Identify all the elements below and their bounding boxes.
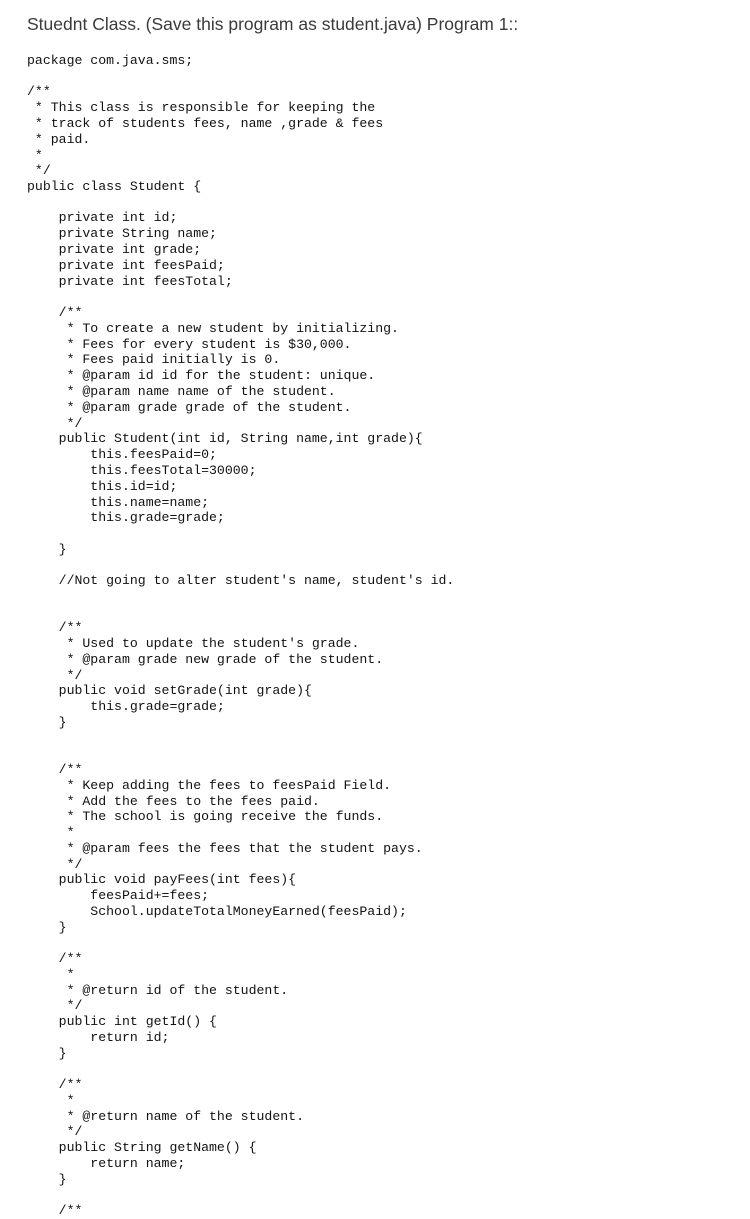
code-line: this.feesTotal=30000; (27, 463, 257, 478)
code-line: return name; (27, 1156, 186, 1171)
code-line: public int getId() { (27, 1014, 217, 1029)
code-line: * Fees for every student is $30,000. (27, 337, 352, 352)
code-line: public String getName() { (27, 1140, 257, 1155)
code-line: this.grade=grade; (27, 699, 225, 714)
code-line: */ (27, 857, 83, 872)
code-line: feesPaid+=fees; (27, 888, 210, 903)
code-line: this.id=id; (27, 479, 178, 494)
code-line: * paid. (27, 132, 91, 147)
code-line: * @param fees the fees that the student pays. (27, 841, 423, 856)
code-line: /** (27, 762, 83, 777)
code-line: } (27, 920, 67, 935)
code-line: * Add the fees to the fees paid. (27, 794, 320, 809)
code-line: */ (27, 1124, 83, 1139)
code-line: * (27, 1093, 75, 1108)
code-line: private int id; (27, 210, 178, 225)
code-line: private String name; (27, 226, 217, 241)
code-line: private int grade; (27, 242, 202, 257)
code-line: * This class is responsible for keeping the (27, 100, 376, 115)
code-line: private int feesPaid; (27, 258, 225, 273)
code-line: * @param id id for the student: unique. (27, 368, 376, 383)
code-line: package com.java.sms; (27, 53, 194, 68)
code-line: */ (27, 163, 51, 178)
code-line: this.feesPaid=0; (27, 447, 217, 462)
code-line: * @param grade new grade of the student. (27, 652, 384, 667)
code-line: */ (27, 416, 83, 431)
page-title: Stuednt Class. (Save this program as student.java) Program 1:: (27, 14, 519, 34)
code-line: * (27, 825, 75, 840)
code-line: * @param grade grade of the student. (27, 400, 352, 415)
code-line: * To create a new student by initializing. (27, 321, 399, 336)
code-line: /** (27, 84, 51, 99)
code-line: * The school is going receive the funds. (27, 809, 384, 824)
code-line: } (27, 1046, 67, 1061)
code-line: /** (27, 305, 83, 320)
code-line: * Keep adding the fees to feesPaid Field. (27, 778, 392, 793)
code-line: School.updateTotalMoneyEarned(feesPaid); (27, 904, 407, 919)
code-line: } (27, 715, 67, 730)
code-line: //Not going to alter student's name, student's id. (27, 573, 455, 588)
code-block (27, 0, 747, 1218)
code-line: public class Student { (27, 179, 202, 194)
code-line: * Fees paid initially is 0. (27, 352, 281, 367)
code-line: public void setGrade(int grade){ (27, 683, 312, 698)
code-line: * @param name name of the student. (27, 384, 336, 399)
code-line: /** (27, 951, 83, 966)
code-line: this.name=name; (27, 495, 210, 510)
code-line: * Used to update the student's grade. (27, 636, 360, 651)
code-line: } (27, 542, 67, 557)
code-line: */ (27, 668, 83, 683)
code-line: /** (27, 620, 83, 635)
code-line: return id; (27, 1030, 170, 1045)
code-line: * (27, 148, 43, 163)
code-line: /** (27, 1203, 83, 1218)
code-line: */ (27, 998, 83, 1013)
code-line: private int feesTotal; (27, 274, 233, 289)
code-line: * (27, 967, 75, 982)
code-line: this.grade=grade; (27, 510, 225, 525)
code-line: public Student(int id, String name,int grade){ (27, 431, 423, 446)
code-line: } (27, 1172, 67, 1187)
code-line: * @return id of the student. (27, 983, 289, 998)
code-line: * @return name of the student. (27, 1109, 304, 1124)
code-line: public void payFees(int fees){ (27, 872, 297, 887)
code-line: /** (27, 1077, 83, 1092)
code-line: * track of students fees, name ,grade & fees (27, 116, 384, 131)
